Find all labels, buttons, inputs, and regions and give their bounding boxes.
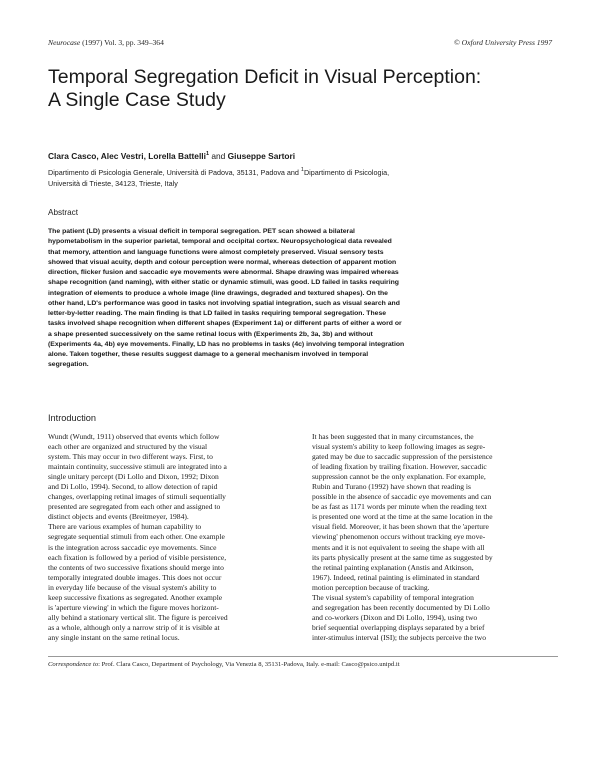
footnote-text: : Prof. Clara Casco, Department of Psychology, Via Venezia 8, 35131-Padova, Italy. e-mail: Casco@psico.unipd.it xyxy=(98,661,400,668)
body-column-left xyxy=(48,432,292,643)
body-line: temporally integrated double images. This does not occur xyxy=(48,572,222,582)
body-line: presented are segregated from each other and assigned to xyxy=(48,502,221,512)
body-line: inter-stimulus interval (ISI); the subjects perceive the two xyxy=(312,632,487,642)
journal-citation: Neurocase (1997) Vol. 3, pp. 349–364 xyxy=(48,38,164,47)
copyright-notice: © Oxford University Press 1997 xyxy=(453,38,552,47)
body-line: visual field. Moreover, it has been shown that the 'aperture xyxy=(312,522,489,532)
body-line: distinct objects and events (Breitmeyer, 1984). xyxy=(48,512,189,522)
body-line: The visual system's capability of temporal integration xyxy=(312,592,474,602)
abstract-line: shape recognition (and naming), with either static or dynamic stimuli, was good. LD failed in tasks requiring xyxy=(48,279,399,287)
affiliations xyxy=(48,167,558,189)
body-line: possible in the absence of saccadic eye movements and can xyxy=(312,492,492,502)
abstract-line: integration of elements to produce a whole image (line drawings, degraded and textured shapes). On the xyxy=(48,289,388,297)
body-line: be as fast as 1171 words per minute when the reading text xyxy=(312,502,487,512)
body-line: and segregation has been recently documented by Di Lollo xyxy=(312,602,490,612)
body-line: is 'aperture viewing' in which the figure moves horizont- xyxy=(48,602,219,612)
author-affiliation-mark: 1 xyxy=(205,151,210,157)
body-line: the contents of two successive fixations should merge into xyxy=(48,562,224,572)
body-line: system. This may occur in two different ways. First, to xyxy=(48,452,213,462)
abstract-line: hypometabolism in the superior parietal, temporal and occipital cortex. Neuropsychological data revealed xyxy=(48,238,392,246)
last-author: Giuseppe Sartori xyxy=(227,151,296,161)
body-line: suppression cannot be the only explanation. For example, xyxy=(312,472,486,482)
running-head xyxy=(48,38,552,50)
body-line: the retinal painting explanation (Anstis and Atkinson, xyxy=(312,562,474,572)
body-line: each other are organized and structured by the visual xyxy=(48,442,208,452)
body-line: its parts physically present at the same time as suggested by xyxy=(312,552,493,562)
body-line: is the integration across saccadic eye movements. Since xyxy=(48,542,217,552)
body-line: is presented one word at the time at the same location in the xyxy=(312,512,493,522)
introduction-heading: Introduction xyxy=(48,413,97,423)
abstract-line: showed that visual acuity, depth and colour perception were normal, whereas detection of apparent motion xyxy=(48,258,397,266)
footnote-label: Correspondence to xyxy=(48,661,99,668)
body-column-right xyxy=(312,432,556,643)
body-line: 1967). Indeed, retinal painting is eliminated in standard xyxy=(312,572,480,582)
body-line: changes, overlapping retinal images of stimuli sequentially xyxy=(48,492,226,502)
abstract-line: that memory, attention and language functions were almost completely preserved. Visual sensory tests xyxy=(48,248,384,256)
abstract-line: a shape presented successively on the same retinal locus with (Experiments 2b, 3a, 3b) and without xyxy=(48,330,373,338)
affiliation-line-1: Dipartimento di Psicologia Generale, Università di Padova, 35131, Padova and $^1$Dipartimento di Psicologia, xyxy=(48,167,390,177)
author-conjunction: and xyxy=(209,151,228,161)
title-line-1: Temporal Segregation Deficit in Visual Perception: xyxy=(48,66,482,88)
abstract-line: segregation. xyxy=(48,361,89,369)
body-line: There are various examples of human capability to xyxy=(48,522,202,532)
body-line: ments and it is not equivalent to seeing the shape with all xyxy=(312,542,485,552)
body-line: single unitary percept (Di Lollo and Dixon, 1992; Dixon xyxy=(48,472,219,482)
author-names: Clara Casco, Alec Vestri, Lorella Battelli xyxy=(48,151,206,161)
abstract-line: (Experiments 4a, 4b) eye movements. Finally, LD has no problems in tasks (4c) involving temporal integration xyxy=(48,340,405,348)
abstract-line: direction, flicker fusion and saccadic eye movements were abnormal. Shape drawing was impaired whereas xyxy=(48,269,399,276)
body-line: visual system's ability to keep following images as segre- xyxy=(312,442,486,452)
body-line: Rubin and Turano (1992) have shown that reading is xyxy=(312,482,471,492)
correspondence-footnote xyxy=(48,661,558,668)
body-line: any single instant on the same retinal locus. xyxy=(48,632,180,642)
body-line: maintain continuity, successive stimuli are integrated into a xyxy=(48,462,227,472)
body-line: Wundt (Wundt, 1911) observed that events which follow xyxy=(48,432,220,441)
body-line: and co-workers (Dixon and Di Lollo, 1994), using two xyxy=(312,612,478,622)
author-list xyxy=(48,151,558,161)
footnote-divider xyxy=(48,656,558,657)
abstract-heading: Abstract xyxy=(48,208,79,217)
abstract-line: tasks involved shape recognition when different shapes (Experiment 1a) or different parts of either a word or xyxy=(48,320,402,328)
body-line: each fixation is followed by a period of visible persistence, xyxy=(48,552,227,562)
body-line: in everyday life because of the visual system's ability to xyxy=(48,582,217,592)
body-line: ally behind a stationary vertical slit. The figure is perceived xyxy=(48,612,228,622)
body-line: gated may be due to saccadic suppression of the persistence xyxy=(312,452,493,462)
body-line: of leading fixation by trailing fixation. However, saccadic xyxy=(312,462,487,472)
body-line: segregate sequential stimuli from each other. One example xyxy=(48,532,225,542)
body-line: brief sequential overlapping displays separated by a brief xyxy=(312,622,485,632)
abstract-body xyxy=(48,227,558,371)
body-line: viewing' phenomenon occurs without tracking eye move- xyxy=(312,532,486,542)
body-line: keep successive fixations as segregated. Another example xyxy=(48,592,223,602)
paper-title xyxy=(48,66,558,112)
body-line: and Di Lollo, 1994). Second, to allow detection of rapid xyxy=(48,482,218,492)
title-line-2: A Single Case Study xyxy=(48,89,226,111)
body-line: It has been suggested that in many circumstances, the xyxy=(312,432,474,441)
body-line: as a whole, although only a narrow strip of it is visible at xyxy=(48,622,220,632)
abstract-line: letter-by-letter reading. The main finding is that LD failed in tasks requiring temporal segregation. These xyxy=(48,310,387,317)
abstract-line: The patient (LD) presents a visual deficit in temporal segregation. PET scan showed a bilateral xyxy=(48,228,355,235)
affiliation-line-2: Università di Trieste, 34123, Trieste, Italy xyxy=(48,179,178,188)
abstract-line: alone. Taken together, these results suggest damage to a general mechanism involved in temporal xyxy=(48,351,369,358)
body-line: motion perception because of tracking. xyxy=(312,582,430,592)
abstract-line: other hand, LD's performance was good in tasks not involving spatial integration, such as visual search and xyxy=(48,299,400,307)
